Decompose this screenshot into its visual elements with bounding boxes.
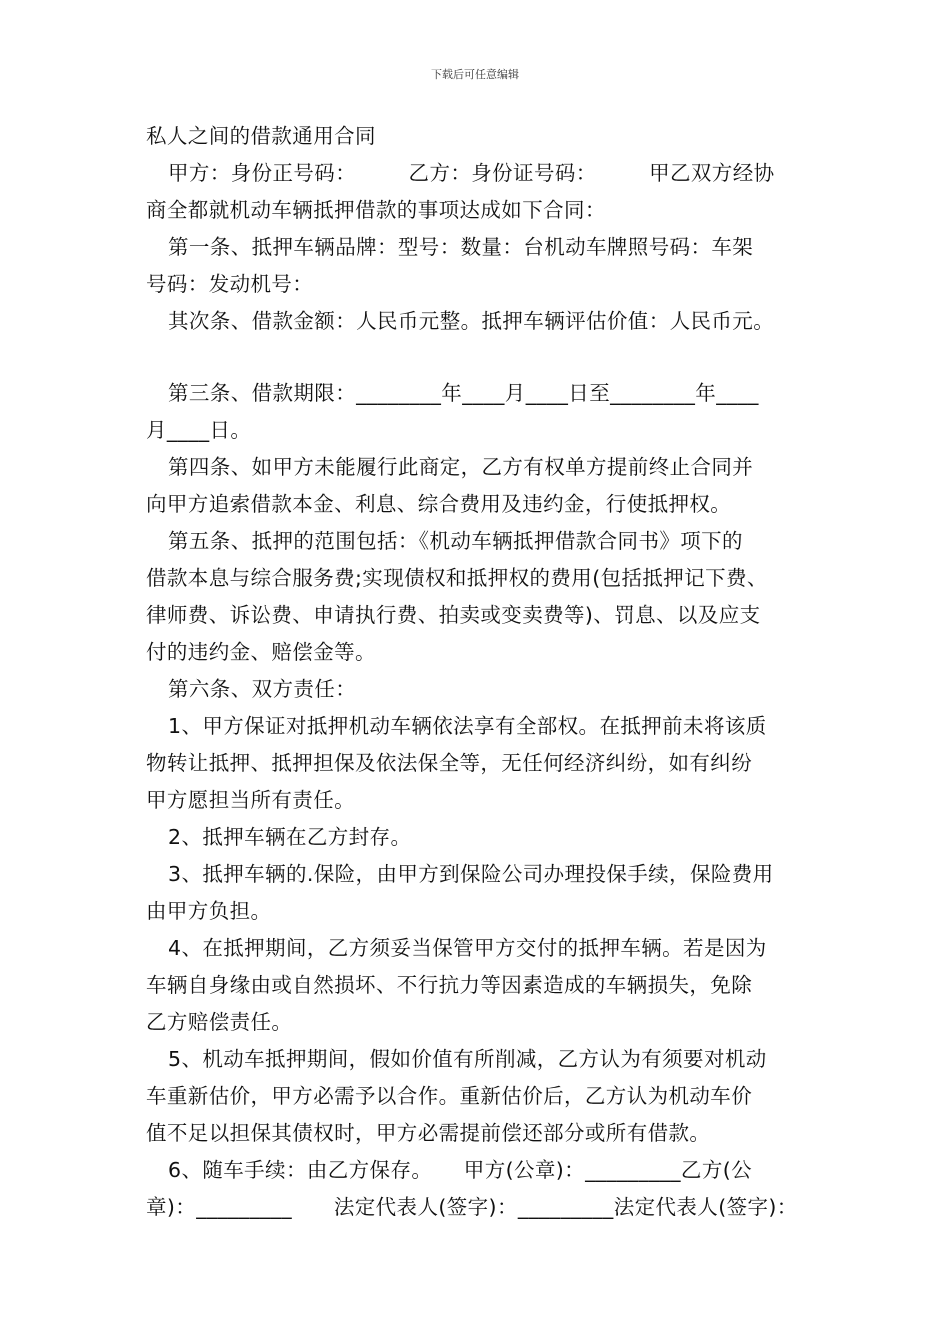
paragraph-line: 月____日。 [146,418,252,442]
paragraph-line: 1、甲方保证对抵押机动车辆依法享有全部权。在抵押前未将该质 [168,714,767,738]
paragraph-line: 5、机动车抵押期间，假如价值有所削减，乙方认为有须要对机动 [168,1047,767,1071]
paragraph-line: 章)：_________ 法定代表人(签字)：_________法定代表人(签字)： [146,1195,798,1219]
document-title: 私人之间的借款通用合同 [146,124,376,148]
paragraph-line: 值不足以担保其债权时，甲方必需提前偿还部分或所有借款。 [146,1121,711,1145]
paragraph-line: 商全都就机动车辆抵押借款的事项达成如下合同： [146,198,606,222]
paragraph-line: 第一条、抵押车辆品牌：型号：数量：台机动车牌照号码：车架 [168,235,754,259]
paragraph-line: 第三条、借款期限：________年____月____日至________年____ [168,381,759,405]
paragraph-line: 第五条、抵押的范围包括：《机动车辆抵押借款合同书》项下的 [168,529,743,553]
paragraph-line: 第六条、双方责任： [168,677,357,701]
paragraph-line: 其次条、借款金额：人民币元整。抵押车辆评估价值：人民币元。 [168,309,775,333]
paragraph-line: 付的违约金、赔偿金等。 [146,640,376,664]
paragraph-line: 向甲方追索借款本金、利息、综合费用及违约金，行使抵押权。 [146,492,732,516]
paragraph-line: 律师费、诉讼费、申请执行费、拍卖或变卖费等)、罚息、以及应支 [146,603,761,627]
page-header: 下载后可任意编辑 [431,68,519,81]
paragraph-line: 3、抵押车辆的.保险，由甲方到保险公司办理投保手续，保险费用 [168,862,774,886]
paragraph-line: 甲方：身份正号码： 乙方：身份证号码： 甲乙双方经协 [168,161,775,185]
paragraph-line: 由甲方负担。 [146,899,272,923]
paragraph-line: 4、在抵押期间，乙方须妥当保管甲方交付的抵押车辆。若是因为 [168,936,767,960]
paragraph-line: 号码：发动机号： [146,272,314,296]
paragraph-line: 甲方愿担当所有责任。 [146,788,355,812]
paragraph-line: 物转让抵押、抵押担保及依法保全等，无任何经济纠纷，如有纠纷 [146,751,753,775]
paragraph-line: 6、随车手续：由乙方保存。 甲方(公章)：_________乙方(公 [168,1158,753,1182]
paragraph-line: 借款本息与综合服务费;实现债权和抵押权的费用(包括抵押记下费、 [146,566,768,590]
paragraph-line: 车重新估价，甲方必需予以合作。重新估价后，乙方认为机动车价 [146,1084,753,1108]
paragraph-line: 乙方赔偿责任。 [146,1010,293,1034]
paragraph-line: 2、抵押车辆在乙方封存。 [168,825,412,849]
paragraph-line: 第四条、如甲方未能履行此商定，乙方有权单方提前终止合同并 [168,455,754,479]
paragraph-line: 车辆自身缘由或自然损坏、不行抗力等因素造成的车辆损失，免除 [146,973,753,997]
